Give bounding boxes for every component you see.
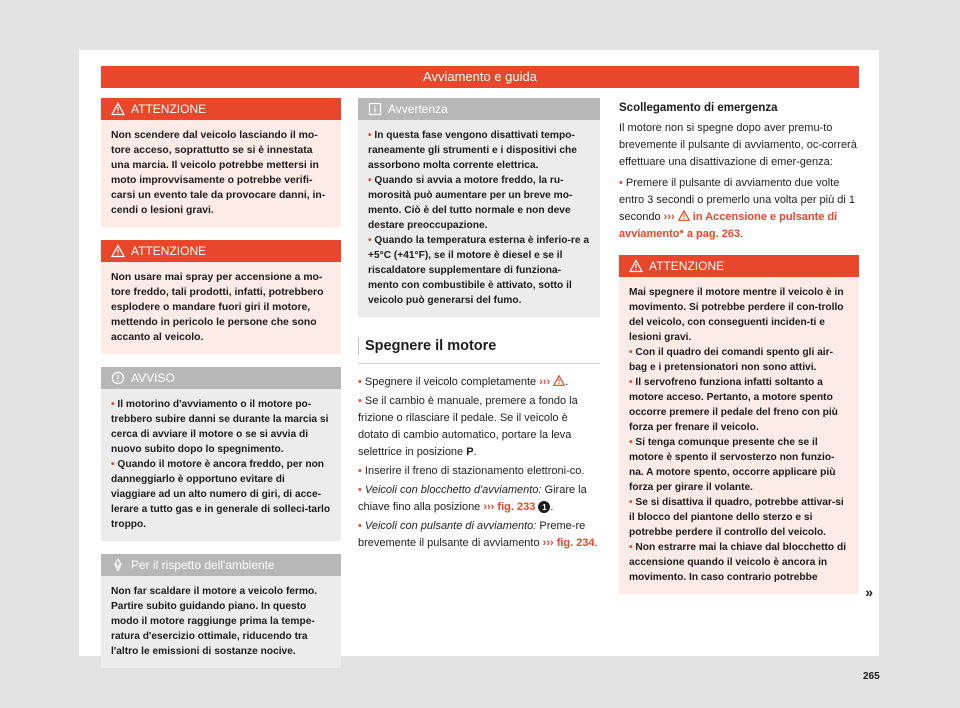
note-heading: Avvertenza	[388, 102, 448, 116]
continue-mark: »	[865, 584, 873, 600]
environment-heading: Per il rispetto dell'ambiente	[131, 558, 275, 572]
warning-body	[101, 120, 341, 227]
note-box	[358, 98, 600, 317]
instructions	[358, 374, 600, 552]
instruction-text: Se il cambio è manuale, premere a fondo la frizione o rilasciare il pedale. Se il veicolo è dotato di cambio automatico, portare la leva selettrice in posizione	[358, 395, 578, 458]
warning-body	[101, 262, 341, 354]
warning-box-header	[101, 98, 341, 120]
warning-box-3	[619, 255, 873, 600]
section-title-text: Spegnere il motore	[365, 337, 497, 354]
warning-triangle-icon[interactable]	[553, 375, 565, 386]
warning-heading: ATTENZIONE	[131, 102, 207, 116]
gear-position: P	[466, 446, 474, 458]
bullet-icon: •	[629, 437, 633, 448]
environment-box	[101, 554, 341, 668]
column-middle	[358, 98, 600, 554]
warning-item-text: Si tenga comunque presente che se il motore è spento il servosterzo non funzio-na. A motore spento, occorre applicare più forza per girare il volante.	[629, 437, 836, 493]
warning-box-2	[101, 240, 341, 354]
environment-box-header	[101, 554, 341, 576]
section-title	[358, 337, 600, 364]
warning-item-text: Non estrarre mai la chiave dal blocchetto di accensione quando il veicolo è ancora in movimento. In caso contrario potrebbe	[629, 542, 847, 583]
figure-link[interactable]: ››› fig. 234	[542, 537, 595, 549]
warning-item-text: Con il quadro dei comandi spento gli air-bag e i pretensionatori non sono attivi.	[629, 347, 833, 373]
warning-item	[629, 345, 849, 375]
bullet-icon: •	[629, 542, 633, 553]
notice-body	[101, 389, 341, 541]
column-right	[619, 98, 873, 607]
environment-body	[101, 576, 341, 668]
instruction-text: Girare la chiave fino alla posizione	[358, 484, 587, 513]
notice-item-text: Il motorino d'avviamento o il motore po-trebbero subire danni se durante la marcia si cerca di avviare il motore o se si avvia di nuovo subito dopo lo spegnimento.	[111, 399, 329, 455]
warning-triangle-icon	[629, 259, 643, 273]
instruction-text: Inserire il freno di stazionamento elettroni-co.	[364, 465, 585, 477]
info-circle-icon	[111, 371, 125, 385]
subsection-title: Scollegamento di emergenza	[619, 102, 778, 114]
instruction-item	[358, 518, 600, 552]
instruction-end: .	[473, 446, 477, 458]
notice-item	[111, 457, 331, 532]
warning-item	[629, 495, 849, 540]
note-item-text: Quando la temperatura esterna è inferio-re a +5°C (+41°F), se il motore è diesel e se il riscaldatore supplementare di funziona-mento con combustibile è attivato, sotto il veicolo può generarsi del fumo.	[368, 235, 589, 306]
warning-lead: Mai spegnere il motore mentre il veicolo è in movimento. Si potrebbe perdere il con-trollo del veicolo, con conseguenti inciden-ti e lesioni gravi.	[629, 287, 844, 343]
warning-item-text: Il servofreno funziona infatti soltanto a motore acceso. Pertanto, a motore spento occorre premere il pedale del freno con più forza per frenare il veicolo.	[629, 377, 838, 433]
bullet-icon: •	[111, 459, 115, 470]
instruction-condition: Veicoli con pulsante di avviamento:	[364, 520, 537, 532]
warning-triangle-icon	[111, 244, 125, 258]
instruction-item	[358, 393, 600, 461]
instruction-end: .	[594, 537, 598, 549]
note-item-text: In questa fase vengono disattivati tempo-raneamente gli strumenti e i dispositivi che assorbono molta corrente elettrica.	[368, 130, 577, 171]
bullet-icon: •	[358, 465, 362, 477]
warning-heading: ATTENZIONE	[131, 244, 207, 258]
instruction-condition: Veicoli con blocchetto d'avviamento:	[364, 484, 542, 496]
note-item	[368, 128, 590, 173]
warning-body	[619, 277, 859, 594]
intro-paragraph: Il motore non si spegne dopo aver premu-to brevemente il pulsante di avviamento, oc-correrà effettuare una disattivazione di emer-genza:	[619, 122, 857, 168]
instruction-end: .	[740, 228, 744, 240]
instruction-item	[358, 463, 600, 480]
bullet-icon: •	[619, 177, 623, 189]
notice-box-header	[101, 367, 341, 389]
instruction-item	[619, 175, 859, 243]
note-box-header	[358, 98, 600, 120]
instruction-text: Preme-re brevemente il pulsante di avviamento	[358, 520, 586, 549]
instruction-text: Premere il pulsante di avviamento due volte entro 3 secondi o premerlo una volta per più di 1 secondo	[619, 177, 856, 223]
section-title-bar	[358, 337, 359, 355]
bullet-icon: •	[368, 175, 372, 186]
warning-item	[629, 375, 849, 435]
bullet-icon: •	[629, 377, 633, 388]
warning-text: Non scendere dal veicolo lasciando il mo-tore acceso, soprattutto se si è innestata una marcia. Il veicolo potrebbe mettersi in moto improvvisamente o potrebbe verifi-carsi un evento tale da provocare danni, in-cendi o lesioni gravi.	[111, 130, 326, 216]
note-item-text: Quando si avvia a motore freddo, la ru-morosità può aumentare per un breve mo-mento. Ciò è del tutto normale e non deve destare preoccupazione.	[368, 175, 573, 231]
warning-text: Non usare mai spray per accensione a mo-tore freddo, tali prodotti, infatti, potrebbero esplodere o mandare fuori giri il motore, mettendo in pericolo le persone che sono accanto al veicolo.	[111, 272, 324, 343]
page-number: 265	[863, 671, 880, 682]
notice-heading: AVVISO	[131, 371, 175, 385]
bullet-icon: •	[111, 399, 115, 410]
warning-triangle-icon	[111, 102, 125, 116]
reference-arrow[interactable]: ›››	[539, 376, 551, 388]
emergency-text	[619, 120, 859, 243]
bullet-icon: •	[358, 376, 362, 388]
warning-heading: ATTENZIONE	[649, 259, 725, 273]
warning-box-header	[101, 240, 341, 262]
warning-item	[629, 540, 849, 585]
bullet-icon: •	[358, 395, 362, 407]
instruction-item: • Veicoli con blocchetto d'avviamento: Girare la chiave fino alla posizione ››› fig. 233 1 .	[358, 484, 587, 513]
bullet-icon: •	[368, 235, 372, 246]
chapter-header: Avviamento e guida	[101, 66, 859, 88]
page-reference-link[interactable]: in Accensione e pulsante di avviamento* a pag. 263	[619, 211, 838, 240]
instruction-item: • Spegnere il veicolo completamente ››› .	[358, 376, 569, 388]
warning-box-header	[619, 255, 859, 277]
info-square-icon	[368, 102, 382, 116]
note-body	[358, 120, 600, 317]
bullet-icon: •	[629, 347, 633, 358]
notice-item	[111, 397, 331, 457]
column-left	[101, 98, 341, 681]
environment-text: Non far scaldare il motore a veicolo fermo. Partire subito guidando piano. In questo modo il motore raggiunge prima la tempe-ratura d'esercizio ottimale, riducendo tra l'altro le emissioni di sostanze nocive.	[111, 586, 318, 657]
bullet-icon: •	[358, 484, 362, 496]
notice-item-text: Quando il motore è ancora freddo, per non danneggiarlo è opportuno evitare di viaggiare ad un alto numero di giri, di acce-lerare a tutto gas e in generale di solleci-tarlo troppo.	[111, 459, 331, 530]
figure-link[interactable]: ››› fig. 233	[483, 501, 536, 513]
note-item	[368, 233, 590, 308]
warning-triangle-icon[interactable]	[678, 210, 690, 221]
warning-box-1	[101, 98, 341, 227]
bullet-icon: •	[358, 520, 362, 532]
instruction-text: Spegnere il veicolo completamente	[364, 376, 537, 388]
warning-item	[629, 435, 849, 495]
leaf-icon	[111, 558, 125, 572]
reference-arrow[interactable]: ›››	[663, 211, 675, 223]
warning-item-text: Se si disattiva il quadro, potrebbe attivar-si il blocco del piantone dello sterzo e si potrebbe perdere il controllo del veicolo.	[629, 497, 844, 538]
bullet-icon: •	[368, 130, 372, 141]
notice-box	[101, 367, 341, 541]
manual-page	[79, 50, 880, 682]
bullet-icon: •	[629, 497, 633, 508]
position-number-badge: 1	[538, 501, 550, 513]
note-item	[368, 173, 590, 233]
